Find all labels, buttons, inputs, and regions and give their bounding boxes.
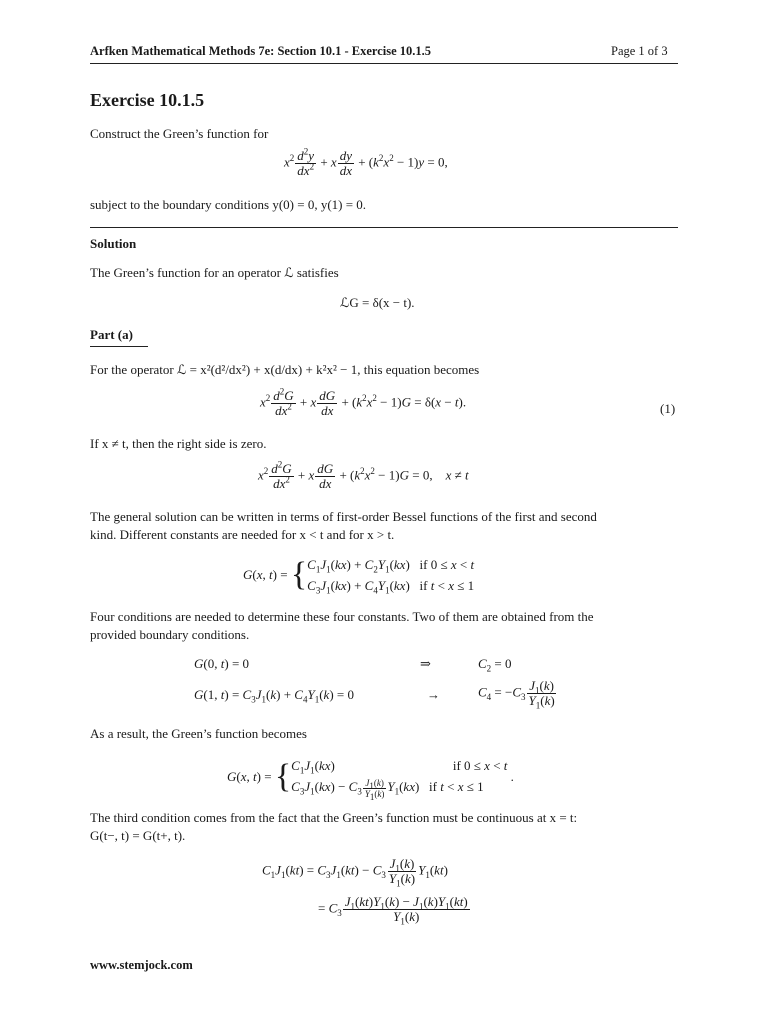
continuity-equation-2: = $C_3$ $\frac{J_1(kt)Y_1(k) - J_1(k)Y_1(kt)}{Y_1(k)}$ — [318, 894, 468, 927]
exercise-heading: Exercise 10.1.5 — [90, 90, 205, 110]
condition-g1: G(1, $t) = C_3J_1(k) + C_4Y_1(k) = 0$ — [194, 687, 354, 705]
operator-equation: ℒG = δ(x − t). — [340, 295, 415, 310]
right-arrow: → — [427, 687, 440, 702]
homogeneous-equation: $x^2$ $\frac{d^2G}{dx^2}$ + x $\frac{dG}{dx}$ + $(k^2x^2 - 1)G = 0$, x ≠ t — [258, 459, 469, 491]
equation-1: $x^2$ $\frac{d^2G}{dx^2}$ + x $\frac{dG}{dx}$ + $(k^2x^2 - 1)G = \delta(x - t)$. — [260, 386, 467, 418]
third-condition-line-2: G(t−, t) = G(t+, t). — [90, 828, 186, 843]
piecewise-general-solution: G(x, t) = { $C_1J_1(kx) + C_2Y_1(kx)$ if 0 ≤ x < t $C_3J_1(kx) + C_4Y_1(kx)$ if t < x ≤ 1 — [243, 556, 475, 596]
ode-equation: $x^2$ $\frac{d^2y}{dx^2}$ + x $\frac{dy}{dx}$ + $(k^2x^2 - 1)y = 0$, — [284, 146, 448, 178]
c2-result: $C_2 = 0$ — [478, 656, 512, 674]
condition-g0: G(0, t) = 0 — [194, 656, 250, 671]
page-number: Page 1 of 3 — [611, 44, 668, 58]
solution-heading: Solution — [90, 236, 137, 251]
third-condition-line-1: The third condition comes from the fact that the Green’s function must be continuous at x = t: — [90, 810, 578, 825]
running-header-title: Arfken Mathematical Methods 7e: Section 10.1 - Exercise 10.1.5 — [90, 44, 432, 58]
greens-intro-text: The Green’s function for an operator ℒ satisfies — [90, 265, 339, 280]
boundary-conditions-text: subject to the boundary conditions y(0) = 0, y(1) = 0. — [90, 197, 367, 212]
if-text: If x ≠ t, then the right side is zero. — [90, 436, 267, 451]
four-conditions-line-2: provided boundary conditions. — [90, 627, 250, 642]
equation-1-label: (1) — [660, 401, 676, 416]
operator-text: For the operator ℒ = x²(d²/dx²) + x(d/dx) + k²x² − 1, this equation becomes — [90, 362, 480, 377]
part-a-heading: Part (a) — [90, 327, 133, 342]
c4-result: $C_4 = -C_3$ $\frac{J_1(k)}{Y_1(k)}$ — [478, 678, 555, 711]
general-text-line-1: The general solution can be written in terms of first-order Bessel functions of the first and second — [90, 509, 597, 524]
footer-url: www.stemjock.com — [90, 958, 193, 972]
part-a-underline — [90, 346, 148, 347]
four-conditions-line-1: Four conditions are needed to determine these four constants. Two of them are obtained from the — [90, 609, 594, 624]
general-text-line-2: kind. Different constants are needed for x < t and for x > t. — [90, 527, 395, 542]
solution-rule — [90, 227, 678, 228]
continuity-equation-1: $C_1J_1(kt) = C_3J_1(kt) - C_3$ $\frac{J_1(k)}{Y_1(k)}$ $Y_1(kt)$ — [262, 856, 448, 889]
implies-arrow: ⇒ — [420, 656, 431, 671]
intro-text: Construct the Green’s function for — [90, 126, 269, 141]
header-rule — [90, 63, 678, 64]
piecewise-green-function: G(x, t) = { $C_1J_1(kx)$ if 0 ≤ x < t $C_3J_1(kx) - C_3$ $\frac{J_1(k)}{Y_1(k)}$ $Y_1(kx)$ if t < x ≤ 1 . — [227, 757, 514, 802]
result-text: As a result, the Green’s function becomes — [90, 726, 307, 741]
